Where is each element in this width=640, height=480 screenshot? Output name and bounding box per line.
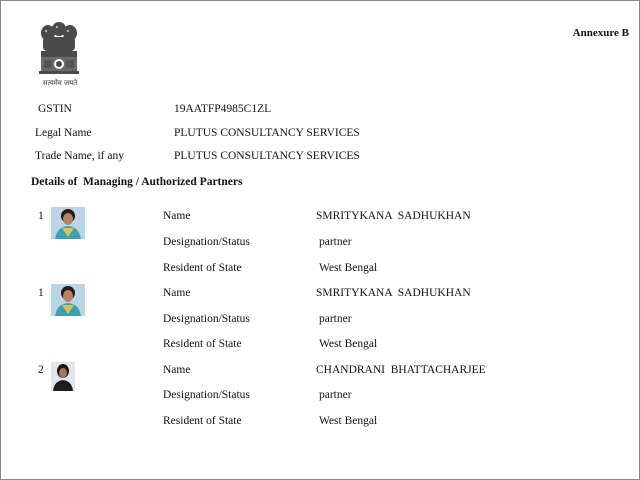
detail-value: PLUTUS CONSULTANCY SERVICES xyxy=(174,127,360,139)
partner-state: West Bengal xyxy=(319,415,378,427)
partner-resident-row xyxy=(1,415,639,435)
partner-name-row xyxy=(1,287,639,307)
partner-designation-row xyxy=(1,313,639,333)
partner-name-row xyxy=(1,364,639,384)
field-label-resident: Resident of State xyxy=(163,415,242,427)
partner-resident-row xyxy=(1,338,639,358)
partner-resident-row xyxy=(1,262,639,282)
field-label-name: Name xyxy=(163,287,191,299)
partner-name: SMRITYKANA SADHUKHAN xyxy=(316,210,471,222)
partner-designation-row xyxy=(1,389,639,409)
partner-name: SMRITYKANA SADHUKHAN xyxy=(316,287,471,299)
section-title: Details of Managing / Authorized Partners xyxy=(31,176,243,188)
partner-number: 1 xyxy=(38,287,44,299)
field-label-resident: Resident of State xyxy=(163,338,242,350)
partner-name: CHANDRANI BHATTACHARJEE xyxy=(316,364,486,376)
detail-value: 19AATFP4985C1ZL xyxy=(174,103,272,115)
field-label-resident: Resident of State xyxy=(163,262,242,274)
detail-label: Trade Name, if any xyxy=(35,150,124,162)
emblem-caption: सत्यमेव जयते xyxy=(42,79,78,87)
partner-designation: partner xyxy=(319,236,352,248)
partner-state: West Bengal xyxy=(319,338,378,350)
partner-state: West Bengal xyxy=(319,262,378,274)
partner-designation: partner xyxy=(319,389,352,401)
partner-name-row xyxy=(1,210,639,230)
field-label-designation: Designation/Status xyxy=(163,313,250,325)
detail-label: Legal Name xyxy=(35,127,92,139)
field-label-name: Name xyxy=(163,210,191,222)
partner-number: 2 xyxy=(38,364,44,376)
partner-number: 1 xyxy=(38,210,44,222)
field-label-name: Name xyxy=(163,364,191,376)
partner-designation: partner xyxy=(319,313,352,325)
annexure-label: Annexure B xyxy=(572,27,629,39)
detail-value: PLUTUS CONSULTANCY SERVICES xyxy=(174,150,360,162)
field-label-designation: Designation/Status xyxy=(163,389,250,401)
partner-designation-row xyxy=(1,236,639,256)
detail-label: GSTIN xyxy=(38,103,72,115)
field-label-designation: Designation/Status xyxy=(163,236,250,248)
